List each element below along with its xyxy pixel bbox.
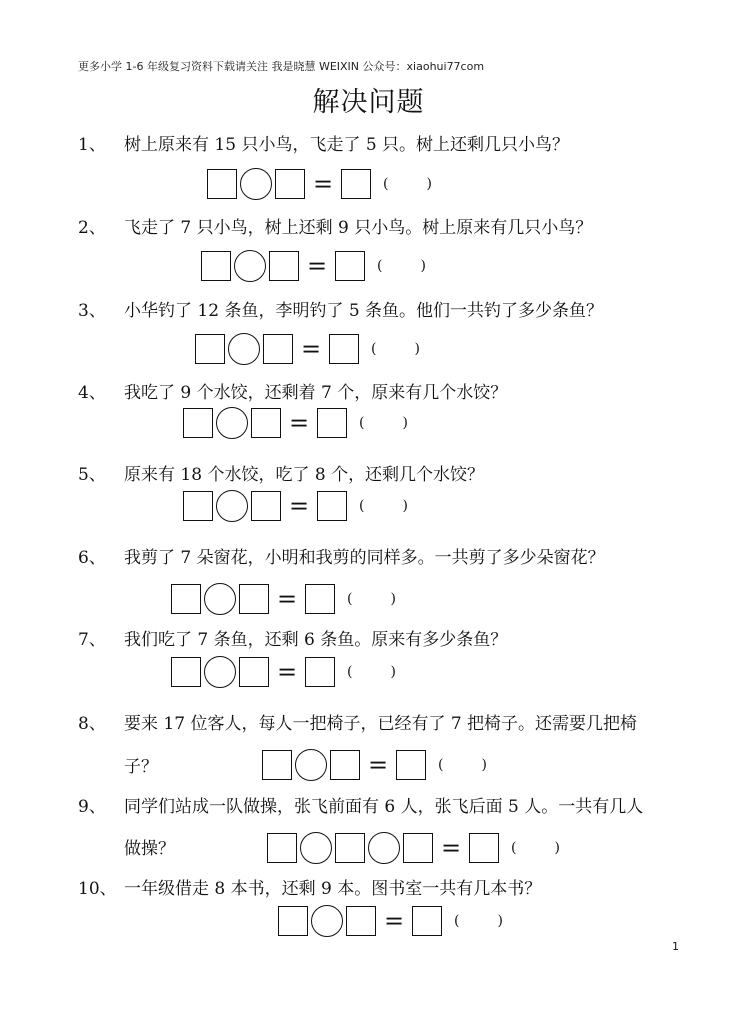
answer-box[interactable] [201, 251, 231, 281]
equation-row [195, 333, 420, 365]
problem-text: 一年级借走 8 本书，还剩 9 本。图书室一共有几本书？ [124, 879, 542, 899]
equals-sign: = [288, 492, 310, 520]
equation-row [171, 583, 396, 615]
answer-box[interactable] [335, 833, 365, 863]
answer-box[interactable] [403, 833, 433, 863]
operator-circle[interactable] [295, 749, 327, 781]
answer-box[interactable] [207, 169, 237, 199]
equation-row [201, 250, 426, 282]
operator-circle[interactable] [216, 490, 248, 522]
problem-number: 9、 [78, 797, 106, 817]
result-box[interactable] [469, 833, 499, 863]
answer-box[interactable] [267, 833, 297, 863]
problem-text: 我剪了 7 朵窗花，小明和我剪的同样多。一共剪了多少朵窗花？ [124, 548, 605, 568]
answer-box[interactable] [251, 491, 281, 521]
result-box[interactable] [317, 491, 347, 521]
equation-row [278, 905, 503, 937]
unit-blank[interactable]: ( ) [377, 258, 426, 274]
result-box[interactable] [412, 906, 442, 936]
equals-sign: = [306, 252, 328, 280]
problem-number: 3、 [78, 301, 106, 321]
equals-sign: = [300, 335, 322, 363]
operator-circle[interactable] [311, 905, 343, 937]
operator-circle[interactable] [240, 168, 272, 200]
problem-text-continued: 做操？ [124, 839, 175, 859]
result-box[interactable] [305, 584, 335, 614]
page-title: 解决问题 [312, 87, 425, 118]
answer-box[interactable] [263, 334, 293, 364]
answer-box[interactable] [251, 408, 281, 438]
answer-box[interactable] [195, 334, 225, 364]
problem-text: 我们吃了 7 条鱼，还剩 6 条鱼。原来有多少条鱼？ [124, 630, 508, 650]
problem-text: 原来有 18 个水饺，吃了 8 个，还剩几个水饺？ [124, 465, 485, 485]
result-box[interactable] [335, 251, 365, 281]
unit-blank[interactable]: ( ) [383, 176, 432, 192]
page-header-note: 更多小学 1-6 年级复习资料下载请关注 我是晓慧 WEIXIN 公众号：xiaohui77com [78, 60, 485, 73]
problem-number: 8、 [78, 714, 106, 734]
unit-blank[interactable]: ( ) [347, 664, 396, 680]
unit-blank[interactable]: ( ) [359, 415, 408, 431]
answer-box[interactable] [183, 408, 213, 438]
result-box[interactable] [317, 408, 347, 438]
equation-row [267, 832, 560, 864]
answer-box[interactable] [278, 906, 308, 936]
operator-circle[interactable] [216, 407, 248, 439]
problem-number: 1、 [78, 135, 106, 155]
problem-text: 要来 17 位客人，每人一把椅子，已经有了 7 把椅子。还需要几把椅 [124, 714, 638, 734]
equation-row [183, 407, 408, 439]
operator-circle[interactable] [368, 832, 400, 864]
problem-number: 10、 [78, 879, 117, 899]
result-box[interactable] [341, 169, 371, 199]
unit-blank[interactable]: ( ) [371, 341, 420, 357]
result-box[interactable] [396, 750, 426, 780]
answer-box[interactable] [269, 251, 299, 281]
problem-text: 同学们站成一队做操，张飞前面有 6 人，张飞后面 5 人。一共有几人 [124, 797, 644, 817]
operator-circle[interactable] [228, 333, 260, 365]
problem-number: 5、 [78, 465, 106, 485]
answer-box[interactable] [346, 906, 376, 936]
answer-box[interactable] [183, 491, 213, 521]
equals-sign: = [367, 751, 389, 779]
unit-blank[interactable]: ( ) [359, 498, 408, 514]
problem-text: 飞走了 7 只小鸟，树上还剩 9 只小鸟。树上原来有几只小鸟？ [124, 218, 593, 238]
answer-box[interactable] [330, 750, 360, 780]
problem-text: 树上原来有 15 只小鸟，飞走了 5 只。树上还剩几只小鸟？ [124, 135, 570, 155]
equation-row [171, 656, 396, 688]
result-box[interactable] [305, 657, 335, 687]
unit-blank[interactable]: ( ) [347, 591, 396, 607]
equals-sign: = [276, 585, 298, 613]
problem-text-continued: 子？ [124, 757, 158, 777]
answer-box[interactable] [171, 584, 201, 614]
operator-circle[interactable] [204, 583, 236, 615]
equals-sign: = [312, 170, 334, 198]
operator-circle[interactable] [204, 656, 236, 688]
equation-row [262, 749, 487, 781]
answer-box[interactable] [239, 657, 269, 687]
equals-sign: = [440, 834, 462, 862]
operator-circle[interactable] [234, 250, 266, 282]
unit-blank[interactable]: ( ) [454, 913, 503, 929]
problem-number: 7、 [78, 630, 106, 650]
problem-text: 我吃了 9 个水饺，还剩着 7 个，原来有几个水饺？ [124, 383, 508, 403]
problem-number: 6、 [78, 548, 106, 568]
unit-blank[interactable]: ( ) [511, 840, 560, 856]
operator-circle[interactable] [300, 832, 332, 864]
unit-blank[interactable]: ( ) [438, 757, 487, 773]
equals-sign: = [288, 409, 310, 437]
page-number: 1 [672, 940, 679, 953]
result-box[interactable] [329, 334, 359, 364]
problem-number: 2、 [78, 218, 106, 238]
problem-text: 小华钓了 12 条鱼，李明钓了 5 条鱼。他们一共钓了多少条鱼？ [124, 301, 604, 321]
answer-box[interactable] [262, 750, 292, 780]
equation-row [183, 490, 408, 522]
answer-box[interactable] [171, 657, 201, 687]
answer-box[interactable] [239, 584, 269, 614]
equals-sign: = [276, 658, 298, 686]
answer-box[interactable] [275, 169, 305, 199]
equation-row [207, 168, 432, 200]
equals-sign: = [383, 907, 405, 935]
problem-number: 4、 [78, 383, 106, 403]
